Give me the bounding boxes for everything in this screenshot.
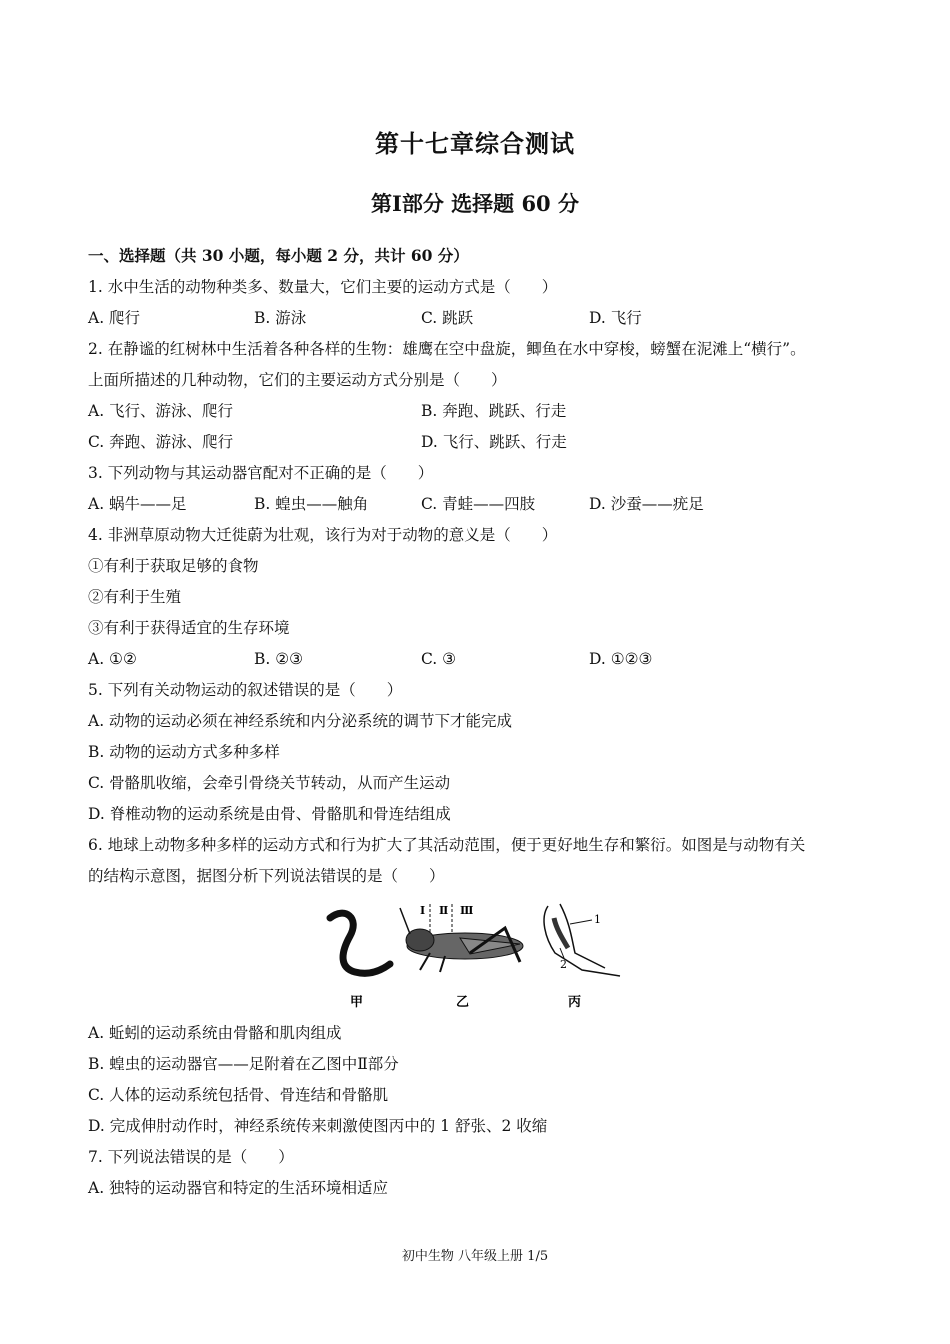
segment-label-3: Ⅲ — [460, 904, 474, 917]
question-4-option-b: B. ②③ — [254, 650, 304, 668]
question-6-option-c: C. 人体的运动系统包括骨、骨连结和骨骼肌 — [88, 1086, 389, 1104]
question-4-stem: 4. 非洲草原动物大迁徙蔚为壮观，该行为对于动物的意义是（ ） — [88, 526, 558, 544]
question-4-statement-2: ②有利于生殖 — [88, 588, 182, 606]
segment-label-1: Ⅰ — [420, 904, 426, 917]
question-5-option-d: D. 脊椎动物的运动系统是由骨、骨骼肌和骨连结组成 — [88, 805, 451, 823]
question-4-option-c: C. ③ — [421, 650, 457, 668]
part-heading: 第Ⅰ部分 选择题 60 分 — [371, 191, 579, 216]
muscle-label-1: 1 — [594, 913, 601, 926]
question-2-option-d: D. 飞行、跳跃、行走 — [421, 433, 567, 451]
segment-label-2: Ⅱ — [439, 904, 449, 917]
question-6-option-d: D. 完成伸肘动作时，神经系统传来刺激使图丙中的 1 舒张、2 收缩 — [88, 1117, 548, 1135]
page-footer: 初中生物 八年级上册 1/5 — [401, 1249, 549, 1264]
question-3-option-c: C. 青蛙——四肢 — [421, 495, 536, 513]
muscle-label-2: 2 — [560, 958, 567, 971]
question-4-statement-1: ①有利于获取足够的食物 — [88, 557, 259, 575]
figure-illustration — [320, 898, 640, 1013]
question-6-option-b: B. 蝗虫的运动器官——足附着在乙图中Ⅱ部分 — [88, 1055, 399, 1073]
question-4-option-a: A. ①② — [88, 650, 137, 668]
grasshopper-drawing — [400, 908, 523, 972]
question-2-stem-line1: 2. 在静谧的红树林中生活着各种各样的生物：雄鹰在空中盘旋，鲫鱼在水中穿梭，螃蟹在泥滩上“横行”。 — [88, 340, 806, 358]
question-7-stem: 7. 下列说法错误的是（ ） — [88, 1148, 294, 1166]
question-5-option-c: C. 骨骼肌收缩，会牵引骨绕关节转动，从而产生运动 — [88, 774, 451, 792]
question-5-option-a: A. 动物的运动必须在神经系统和内分泌系统的调节下才能完成 — [88, 712, 513, 730]
question-2-option-c: C. 奔跑、游泳、爬行 — [88, 433, 234, 451]
question-1-option-b: B. 游泳 — [254, 309, 307, 327]
question-7-option-a: A. 独特的运动器官和特定的生活环境相适应 — [88, 1179, 389, 1197]
question-3-option-a: A. 蜗牛——足 — [88, 495, 187, 513]
figure-label-jia: 甲 — [350, 995, 364, 1010]
question-1-option-c: C. 跳跃 — [421, 309, 474, 327]
page-title: 第十七章综合测试 — [375, 129, 575, 158]
question-3-stem: 3. 下列动物与其运动器官配对不正确的是（ ） — [88, 464, 434, 482]
question-4-statement-3: ③有利于获得适宜的生存环境 — [88, 619, 290, 637]
section-heading: 一、选择题（共 30 小题，每小题 2 分，共计 60 分） — [88, 246, 469, 265]
question-4-option-d: D. ①②③ — [589, 650, 653, 668]
question-1-stem: 1. 水中生活的动物种类多、数量大，它们主要的运动方式是（ ） — [88, 278, 558, 296]
question-2-option-b: B. 奔跑、跳跃、行走 — [421, 402, 567, 420]
figure-label-bing: 丙 — [568, 995, 582, 1010]
question-3-option-b: B. 蝗虫——触角 — [254, 495, 369, 513]
figure-label-yi: 乙 — [456, 995, 470, 1010]
question-1-option-d: D. 飞行 — [589, 309, 642, 327]
question-2-option-a: A. 飞行、游泳、爬行 — [88, 402, 234, 420]
question-6-option-a: A. 蚯蚓的运动系统由骨骼和肌肉组成 — [88, 1024, 342, 1042]
arm-drawing — [544, 904, 620, 976]
question-5-option-b: B. 动物的运动方式多种多样 — [88, 743, 280, 761]
question-1-option-a: A. 爬行 — [88, 309, 141, 327]
earthworm-drawing — [330, 913, 390, 973]
question-6-stem-line2: 的结构示意图，据图分析下列说法错误的是（ ） — [88, 867, 445, 885]
question-5-stem: 5. 下列有关动物运动的叙述错误的是（ ） — [88, 681, 403, 699]
question-6-stem-line1: 6. 地球上动物多种多样的运动方式和行为扩大了其活动范围，便于更好地生存和繁衍。如图是与动物有关 — [88, 836, 806, 854]
question-6-figure — [320, 898, 640, 1013]
question-2-stem-line2: 上面所描述的几种动物，它们的主要运动方式分别是（ ） — [88, 371, 507, 389]
question-3-option-d: D. 沙蚕——疣足 — [589, 495, 704, 513]
